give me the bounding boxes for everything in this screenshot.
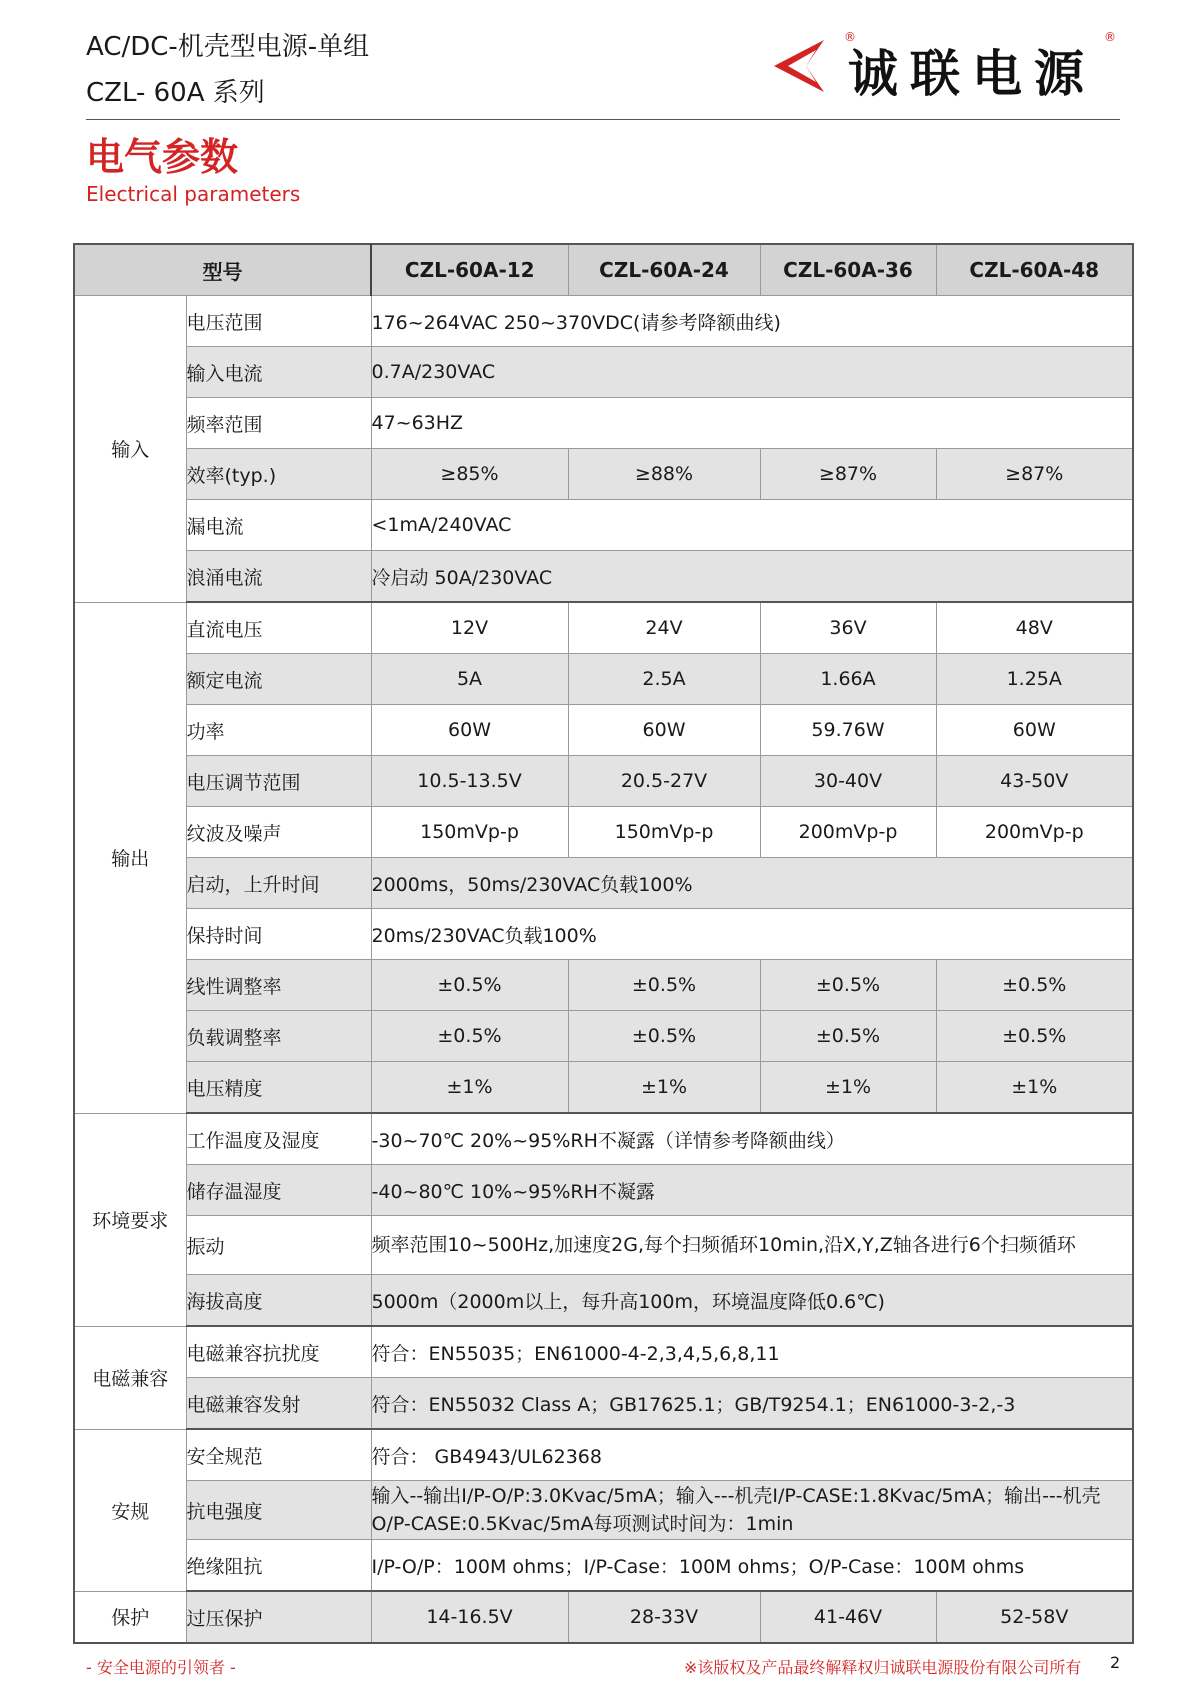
table-row	[74, 858, 1133, 909]
logo-arrow-icon	[766, 30, 836, 100]
param-value: 频率范围10~500Hz,加速度2G,每个扫频循环10min,沿X,Y,Z轴各进行6个扫频循环	[371, 1216, 1133, 1275]
param-value: I/P-O/P：100M ohms；I/P-Case：100M ohms；O/P-Case：100M ohms	[371, 1540, 1133, 1592]
param-value: 36V	[760, 602, 936, 654]
param-label: 启动，上升时间	[186, 858, 371, 909]
param-value: ±1%	[936, 1062, 1133, 1114]
model-col-48: CZL-60A-48	[936, 244, 1133, 296]
model-col-12: CZL-60A-12	[371, 244, 568, 296]
param-value: 60W	[936, 705, 1133, 756]
param-value: ±0.5%	[568, 960, 760, 1011]
table-header-row	[74, 244, 1133, 296]
group-env: 环境要求	[74, 1113, 186, 1326]
table-row	[74, 909, 1133, 960]
table-row	[74, 654, 1133, 705]
table-row	[74, 1165, 1133, 1216]
param-label: 频率范围	[186, 398, 371, 449]
param-value: 1.66A	[760, 654, 936, 705]
table-row	[74, 347, 1133, 398]
param-value: 47~63HZ	[371, 398, 1133, 449]
group-protect: 保护	[74, 1591, 186, 1643]
param-label: 纹波及噪声	[186, 807, 371, 858]
param-label: 保持时间	[186, 909, 371, 960]
param-value: 12V	[371, 602, 568, 654]
param-value: 28-33V	[568, 1591, 760, 1643]
param-value: 2000ms，50ms/230VAC负载100%	[371, 858, 1133, 909]
param-label: 浪涌电流	[186, 551, 371, 603]
param-label: 电压范围	[186, 296, 371, 347]
param-value: 5000m（2000m以上，每升高100m，环境温度降低0.6℃)	[371, 1275, 1133, 1327]
param-label: 绝缘阻抗	[186, 1540, 371, 1592]
param-value: 20ms/230VAC负载100%	[371, 909, 1133, 960]
brand-logo	[778, 30, 1116, 103]
param-label: 输入电流	[186, 347, 371, 398]
param-label: 过压保护	[186, 1591, 371, 1643]
param-value: 30-40V	[760, 756, 936, 807]
table-row	[74, 756, 1133, 807]
param-value: -30~70℃ 20%~95%RH不凝露（详情参考降额曲线）	[371, 1113, 1133, 1165]
param-value: ±1%	[371, 1062, 568, 1114]
table-row	[74, 1062, 1133, 1114]
table-row	[74, 1591, 1133, 1643]
param-value: 60W	[568, 705, 760, 756]
header-divider	[86, 119, 1120, 120]
param-value: 符合：EN55032 Class A；GB17625.1；GB/T9254.1；EN61000-3-2,-3	[371, 1378, 1133, 1430]
param-label: 工作温度及湿度	[186, 1113, 371, 1165]
param-label: 电压精度	[186, 1062, 371, 1114]
param-value: 24V	[568, 602, 760, 654]
table-row	[74, 398, 1133, 449]
table-row	[74, 1481, 1133, 1540]
param-label: 海拔高度	[186, 1275, 371, 1327]
table-row	[74, 551, 1133, 603]
param-value: 2.5A	[568, 654, 760, 705]
param-value: ±0.5%	[936, 960, 1133, 1011]
param-label: 储存温湿度	[186, 1165, 371, 1216]
table-row	[74, 1113, 1133, 1165]
param-value: 0.7A/230VAC	[371, 347, 1133, 398]
section-subtitle: Electrical parameters	[86, 182, 301, 206]
registered-mark-icon: ®	[1104, 30, 1116, 44]
table-row	[74, 1540, 1133, 1592]
param-label: 线性调整率	[186, 960, 371, 1011]
param-value: <1mA/240VAC	[371, 500, 1133, 551]
param-value: 输入--输出I/P-O/P:3.0Kvac/5mA；输入---机壳I/P-CASE:1.8Kvac/5mA；输出---机壳O/P-CASE:0.5Kvac/5mA每项测试时间为：1min	[371, 1481, 1133, 1540]
section-title: 电气参数	[86, 135, 239, 179]
param-value: ≥87%	[760, 449, 936, 500]
param-value: ±1%	[568, 1062, 760, 1114]
param-value: ±0.5%	[936, 1011, 1133, 1062]
param-value: ≥85%	[371, 449, 568, 500]
group-safety: 安规	[74, 1429, 186, 1591]
param-value: 60W	[371, 705, 568, 756]
param-value: 符合： GB4943/UL62368	[371, 1429, 1133, 1481]
param-value: 150mVp-p	[568, 807, 760, 858]
param-value: ≥87%	[936, 449, 1133, 500]
doc-series: CZL- 60A 系列	[86, 78, 265, 108]
param-value: 10.5-13.5V	[371, 756, 568, 807]
logo-text: 诚联电源	[848, 44, 1096, 103]
table-row	[74, 1326, 1133, 1378]
param-label: 效率(typ.)	[186, 449, 371, 500]
param-label: 漏电流	[186, 500, 371, 551]
table-row	[74, 807, 1133, 858]
param-value: 200mVp-p	[936, 807, 1133, 858]
param-value: ±0.5%	[371, 1011, 568, 1062]
page-number: 2	[1110, 1653, 1121, 1672]
table-row	[74, 1275, 1133, 1327]
table-row	[74, 449, 1133, 500]
param-label: 额定电流	[186, 654, 371, 705]
param-value: 符合：EN55035；EN61000-4-2,3,4,5,6,8,11	[371, 1326, 1133, 1378]
param-value: -40~80℃ 10%~95%RH不凝露	[371, 1165, 1133, 1216]
param-value: ≥88%	[568, 449, 760, 500]
param-value: 5A	[371, 654, 568, 705]
group-emc: 电磁兼容	[74, 1326, 186, 1429]
param-value: 200mVp-p	[760, 807, 936, 858]
spec-table	[73, 243, 1134, 1644]
param-value: ±1%	[760, 1062, 936, 1114]
model-col-24: CZL-60A-24	[568, 244, 760, 296]
param-value: 176~264VAC 250~370VDC(请参考降额曲线)	[371, 296, 1133, 347]
param-label: 抗电强度	[186, 1481, 371, 1540]
param-value: 14-16.5V	[371, 1591, 568, 1643]
group-input: 输入	[74, 296, 186, 603]
model-header: 型号	[74, 244, 371, 296]
table-row	[74, 1011, 1133, 1062]
param-value: 48V	[936, 602, 1133, 654]
param-label: 功率	[186, 705, 371, 756]
group-output: 输出	[74, 602, 186, 1113]
param-value: ±0.5%	[371, 960, 568, 1011]
param-value: 冷启动 50A/230VAC	[371, 551, 1133, 603]
param-value: 52-58V	[936, 1591, 1133, 1643]
param-label: 直流电压	[186, 602, 371, 654]
table-row	[74, 705, 1133, 756]
param-value: 20.5-27V	[568, 756, 760, 807]
param-label: 负载调整率	[186, 1011, 371, 1062]
param-value: 43-50V	[936, 756, 1133, 807]
param-value: 1.25A	[936, 654, 1133, 705]
table-row	[74, 602, 1133, 654]
param-value: ±0.5%	[760, 960, 936, 1011]
param-value: 41-46V	[760, 1591, 936, 1643]
registered-mark-icon: ®	[844, 30, 856, 44]
param-label: 振动	[186, 1216, 371, 1275]
param-value: 59.76W	[760, 705, 936, 756]
footer-slogan: - 安全电源的引领者 -	[86, 1658, 236, 1677]
table-row	[74, 296, 1133, 347]
table-row	[74, 1378, 1133, 1430]
param-label: 电压调节范围	[186, 756, 371, 807]
param-label: 安全规范	[186, 1429, 371, 1481]
param-value: ±0.5%	[760, 1011, 936, 1062]
footer-copyright: ※该版权及产品最终解释权归诚联电源股份有限公司所有	[684, 1658, 1082, 1677]
table-row	[74, 1216, 1133, 1275]
model-col-36: CZL-60A-36	[760, 244, 936, 296]
param-label: 电磁兼容抗扰度	[186, 1326, 371, 1378]
doc-title: AC/DC-机壳型电源-单组	[86, 32, 370, 62]
table-row	[74, 960, 1133, 1011]
param-value: ±0.5%	[568, 1011, 760, 1062]
param-value: 150mVp-p	[371, 807, 568, 858]
table-row	[74, 1429, 1133, 1481]
table-row	[74, 500, 1133, 551]
param-label: 电磁兼容发射	[186, 1378, 371, 1430]
